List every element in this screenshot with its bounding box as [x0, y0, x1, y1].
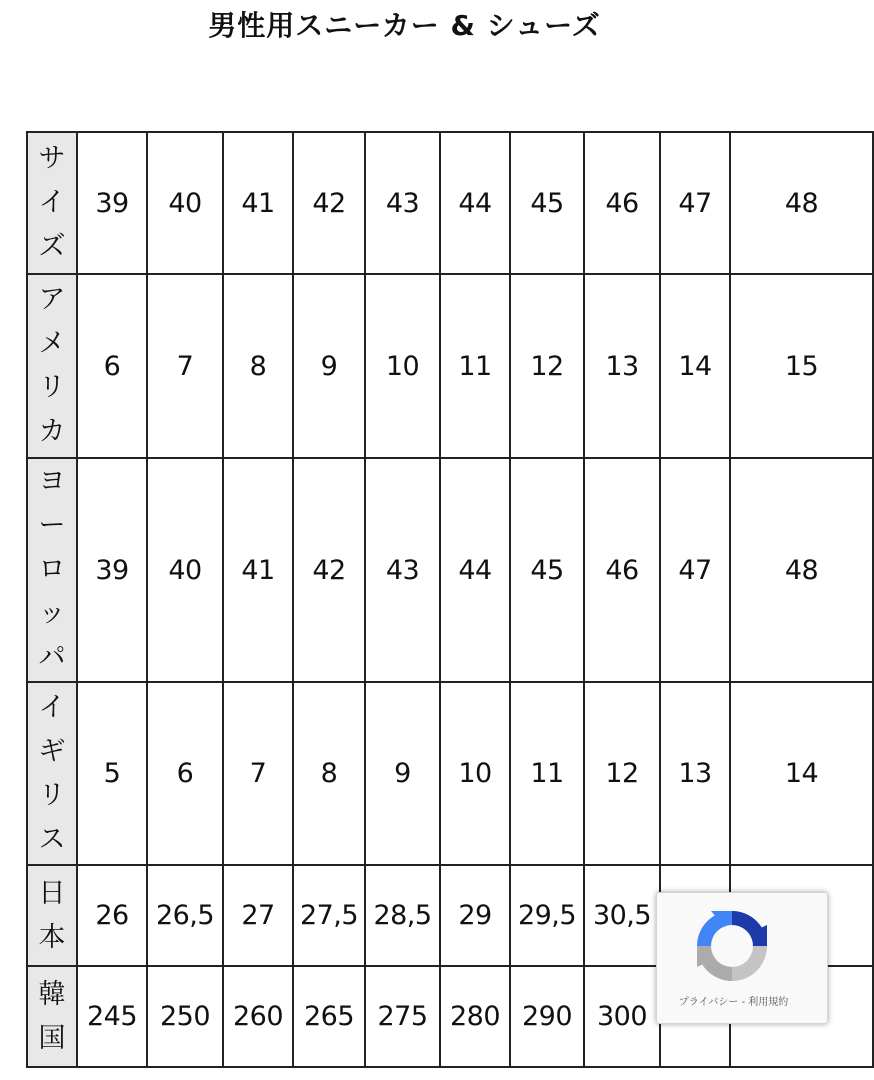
table-cell: 44 — [440, 132, 510, 274]
table-cell: 29,5 — [510, 865, 584, 966]
table-cell: 250 — [147, 966, 223, 1067]
table-cell: 265 — [293, 966, 365, 1067]
table-cell: 9 — [293, 274, 365, 458]
table-cell: 48 — [730, 132, 873, 274]
table-cell: 48 — [730, 458, 873, 682]
table-cell: 6 — [77, 274, 147, 458]
table-cell: 14 — [660, 274, 730, 458]
row-header-label: 韓国 — [38, 978, 66, 1054]
table-cell: 11 — [510, 682, 584, 865]
page-title: 男性用スニーカー & シューズ — [208, 9, 601, 42]
table-cell: 13 — [584, 274, 660, 458]
table-cell: 27,5 — [293, 865, 365, 966]
table-cell: 8 — [293, 682, 365, 865]
table-cell: 44 — [440, 458, 510, 682]
table-cell: 7 — [147, 274, 223, 458]
table-cell: 275 — [365, 966, 440, 1067]
table-cell: 8 — [223, 274, 293, 458]
table-cell: 290 — [510, 966, 584, 1067]
row-header-cell — [27, 865, 77, 966]
table-row — [27, 132, 873, 274]
table-cell: 10 — [440, 682, 510, 865]
table-cell: 28,5 — [365, 865, 440, 966]
table-cell: 10 — [365, 274, 440, 458]
table-cell: 6 — [147, 682, 223, 865]
table-cell: 43 — [365, 458, 440, 682]
table-cell: 29 — [440, 865, 510, 966]
table-cell: 12 — [584, 682, 660, 865]
row-header-cell — [27, 682, 77, 865]
table-cell: 11 — [440, 274, 510, 458]
table-cell: 13 — [660, 682, 730, 865]
row-header-label: イギリス — [38, 691, 66, 855]
table-cell: 245 — [77, 966, 147, 1067]
row-header-label: ヨーロッパ — [38, 466, 66, 673]
table-cell: 260 — [223, 966, 293, 1067]
table-cell: 41 — [223, 132, 293, 274]
table-cell: 43 — [365, 132, 440, 274]
table-cell: 26,5 — [147, 865, 223, 966]
recaptcha-badge[interactable] — [656, 892, 828, 1024]
table-cell: 39 — [77, 458, 147, 682]
table-cell: 47 — [660, 132, 730, 274]
table-cell: 45 — [510, 458, 584, 682]
row-header-cell — [27, 966, 77, 1067]
table-cell: 7 — [223, 682, 293, 865]
table-cell: 40 — [147, 458, 223, 682]
row-header-label: サイズ — [38, 143, 66, 262]
table-cell: 40 — [147, 132, 223, 274]
recaptcha-logo-icon — [691, 905, 773, 987]
table-row — [27, 458, 873, 682]
table-cell: 41 — [223, 458, 293, 682]
table-cell: 12 — [510, 274, 584, 458]
table-cell: 46 — [584, 132, 660, 274]
recaptcha-privacy-terms-link[interactable]: プライバシー - 利用規約 — [678, 997, 789, 1008]
table-cell: 280 — [440, 966, 510, 1067]
table-cell: 42 — [293, 132, 365, 274]
row-header-label: 日本 — [38, 877, 66, 953]
table-cell: 39 — [77, 132, 147, 274]
table-cell: 26 — [77, 865, 147, 966]
row-header-cell — [27, 274, 77, 458]
table-cell: 27 — [223, 865, 293, 966]
row-header-cell — [27, 458, 77, 682]
table-cell: 45 — [510, 132, 584, 274]
row-header-label: アメリカ — [38, 284, 66, 447]
table-row — [27, 274, 873, 458]
table-cell: 30,5 — [584, 865, 660, 966]
row-header-cell — [27, 132, 77, 274]
table-cell: 47 — [660, 458, 730, 682]
table-cell: 14 — [730, 682, 873, 865]
table-cell: 5 — [77, 682, 147, 865]
table-cell: 15 — [730, 274, 873, 458]
table-cell: 46 — [584, 458, 660, 682]
table-cell: 9 — [365, 682, 440, 865]
table-row — [27, 682, 873, 865]
table-cell: 42 — [293, 458, 365, 682]
table-cell: 300 — [584, 966, 660, 1067]
